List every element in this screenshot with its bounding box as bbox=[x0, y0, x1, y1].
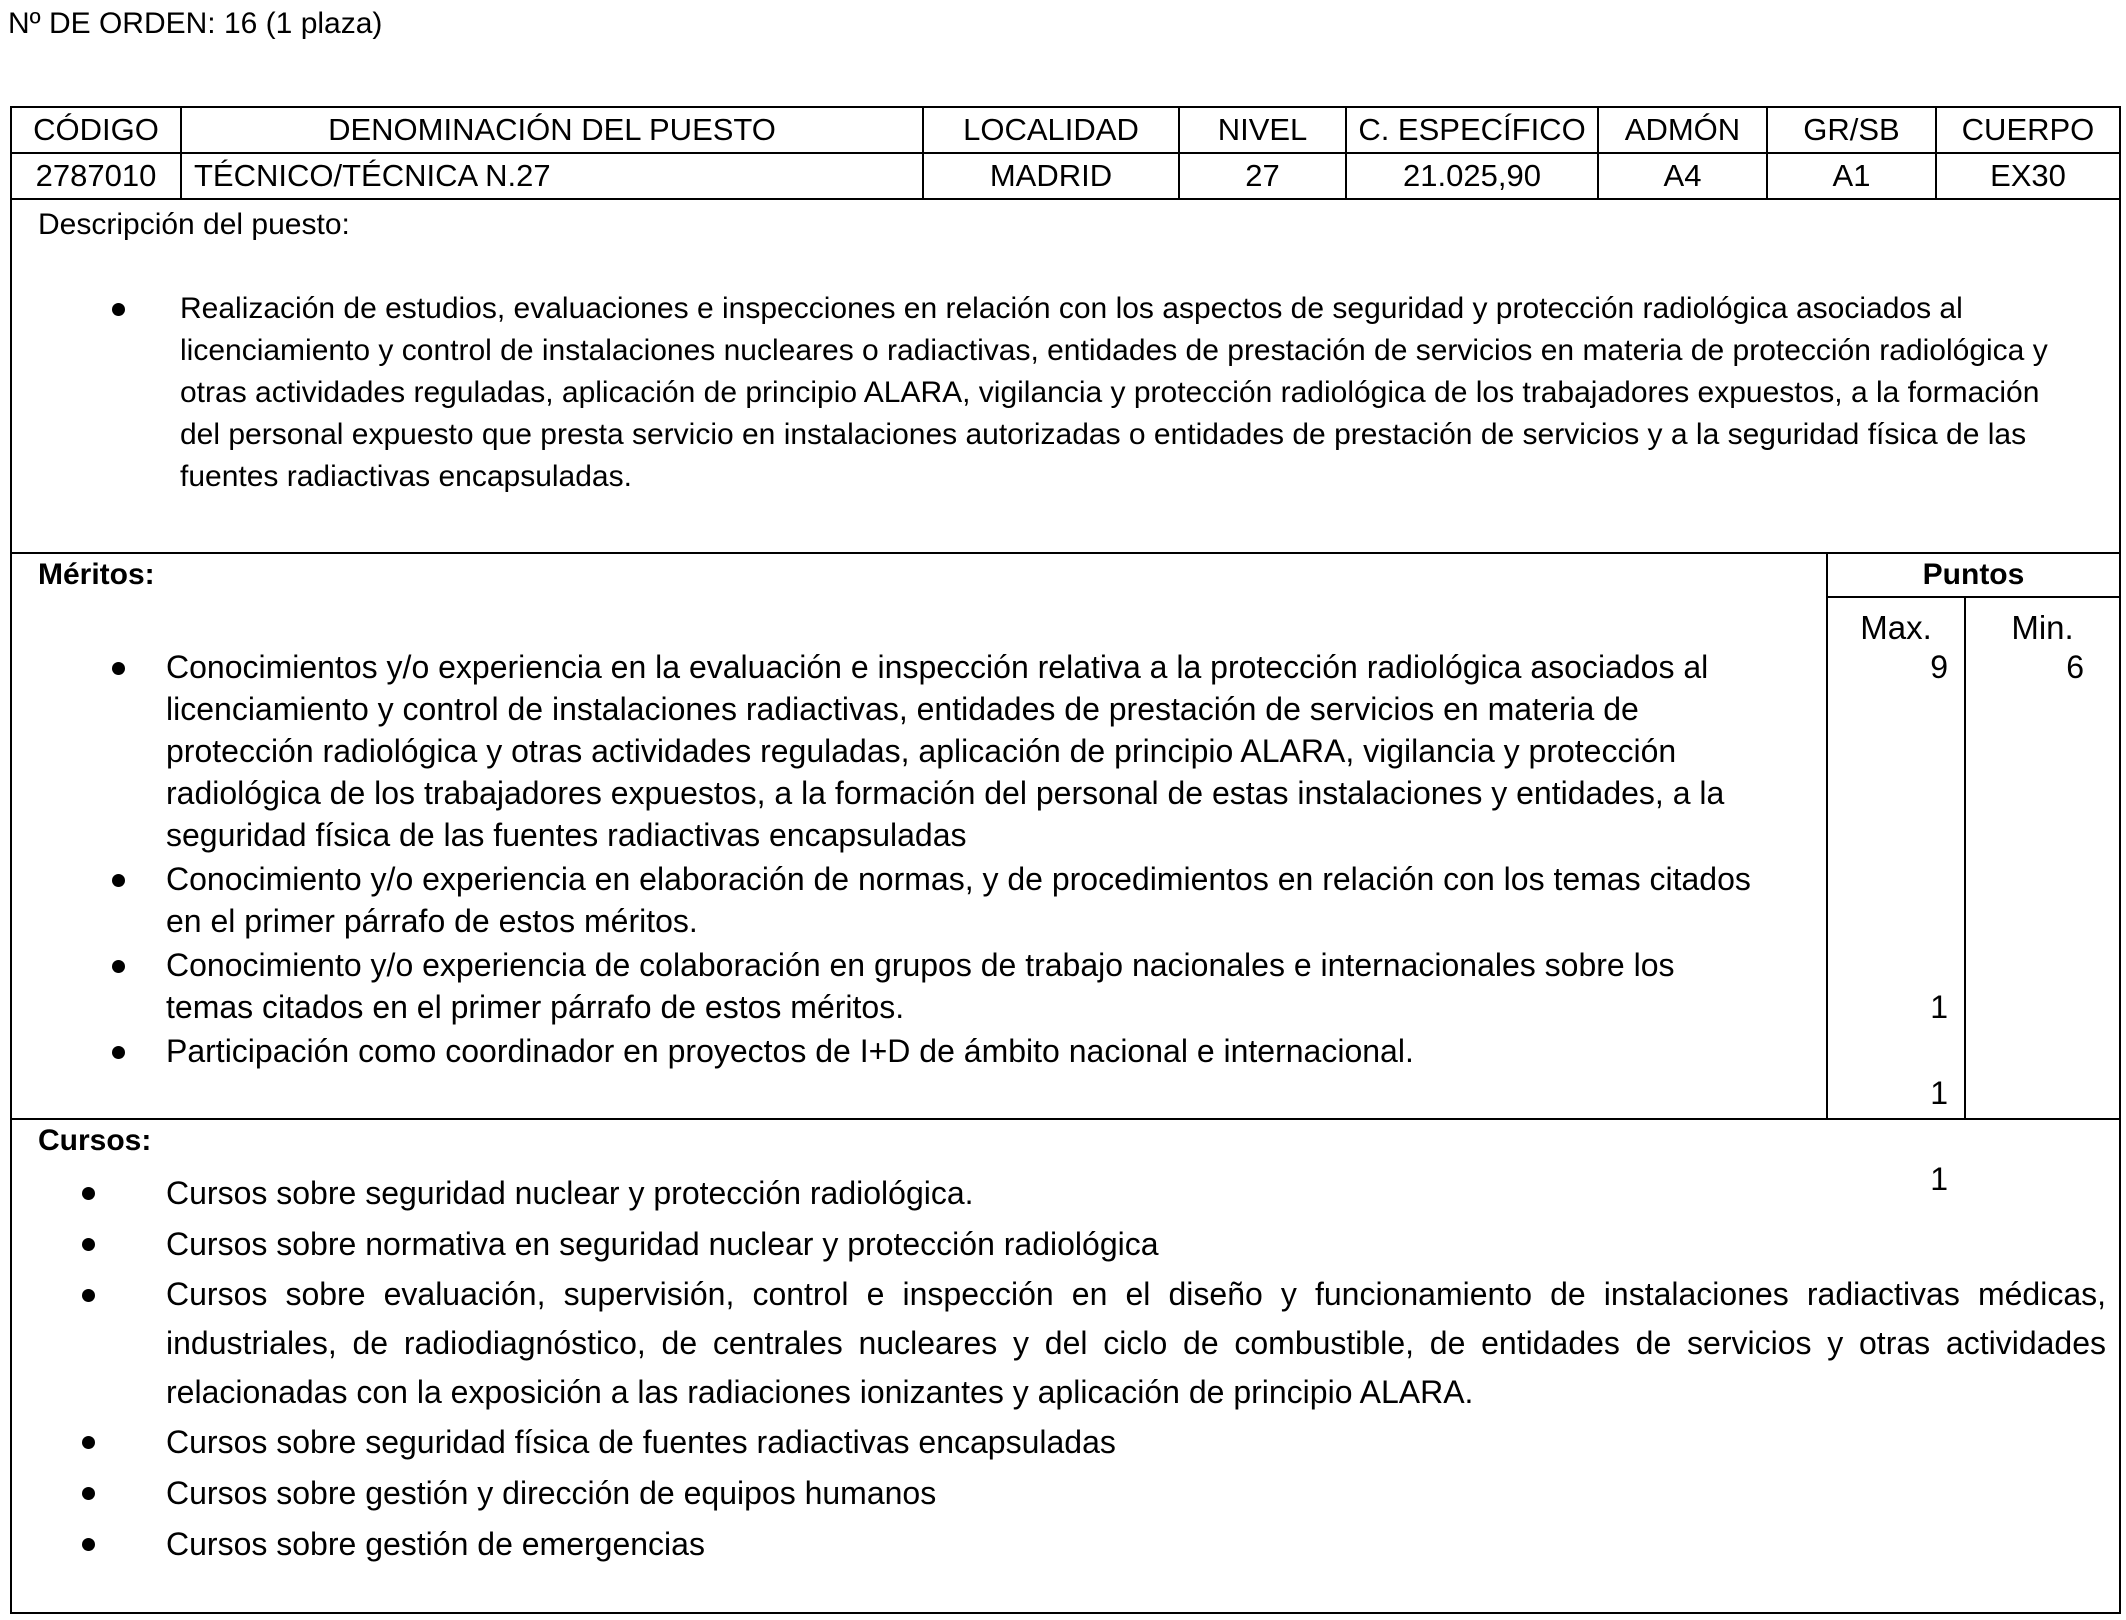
job-posting-sheet bbox=[10, 106, 2121, 1614]
job-table-header-row bbox=[12, 108, 2119, 153]
header-gr-sb: GR/SB bbox=[1767, 108, 1936, 153]
header-cuerpo: CUERPO bbox=[1936, 108, 2119, 153]
cell-c-especifico: 21.025,90 bbox=[1346, 153, 1598, 199]
bullet-icon bbox=[82, 1487, 95, 1500]
course-item bbox=[166, 1270, 2106, 1417]
courses-label: Cursos: bbox=[38, 1124, 152, 1157]
bullet-icon bbox=[82, 1289, 95, 1302]
order-number-title: Nº DE ORDEN: 16 (1 plaza) bbox=[8, 7, 383, 40]
merits-label: Méritos: bbox=[38, 558, 155, 591]
course-item bbox=[166, 1468, 2106, 1519]
points-header: Puntos bbox=[1922, 558, 2025, 591]
cell-codigo: 2787010 bbox=[12, 153, 181, 199]
merit-item-text: Conocimiento y/o experiencia en elaboración de normas, y de procedimientos en relación con los temas citados en el primer párrafo de estos méritos. bbox=[166, 861, 1751, 939]
merit-item bbox=[166, 1030, 1766, 1072]
course-item-text: Cursos sobre gestión y dirección de equipos humanos bbox=[166, 1475, 937, 1511]
bullet-icon bbox=[82, 1538, 95, 1551]
job-table-data-row bbox=[12, 153, 2119, 199]
course-item bbox=[166, 1417, 2106, 1468]
header-localidad: LOCALIDAD bbox=[923, 108, 1179, 153]
bullet-icon bbox=[112, 1046, 125, 1059]
description-label: Descripción del puesto: bbox=[38, 208, 350, 241]
max-header: Max. bbox=[1860, 609, 1932, 646]
bullet-icon bbox=[112, 874, 125, 887]
bullet-icon bbox=[82, 1238, 95, 1251]
merit-item bbox=[166, 944, 1766, 1028]
cell-admon: A4 bbox=[1598, 153, 1767, 199]
cell-gr-sb: A1 bbox=[1767, 153, 1936, 199]
cell-nivel: 27 bbox=[1179, 153, 1346, 199]
bullet-icon bbox=[112, 303, 125, 316]
header-codigo: CÓDIGO bbox=[12, 108, 181, 153]
max-total-value: 9 bbox=[1930, 649, 1948, 685]
description-list bbox=[180, 288, 2060, 498]
description-section bbox=[12, 202, 2119, 554]
merit-item bbox=[166, 858, 1766, 942]
merit-points-value: 1 bbox=[1930, 989, 1948, 1025]
merits-list bbox=[166, 646, 1766, 1074]
header-admon: ADMÓN bbox=[1598, 108, 1767, 153]
cell-denominacion: TÉCNICO/TÉCNICA N.27 bbox=[181, 153, 923, 199]
cell-localidad: MADRID bbox=[923, 153, 1179, 199]
course-item-text: Cursos sobre gestión de emergencias bbox=[166, 1526, 705, 1562]
course-item-text: Cursos sobre seguridad nuclear y protección radiológica. bbox=[166, 1175, 974, 1211]
description-item bbox=[180, 288, 2060, 498]
points-header-divider bbox=[1826, 596, 2119, 598]
cell-cuerpo: EX30 bbox=[1936, 153, 2119, 199]
merit-item-text: Conocimiento y/o experiencia de colaboración en grupos de trabajo nacionales e internacionales sobre los temas citados en el primer párrafo de estos méritos. bbox=[166, 947, 1675, 1025]
course-item bbox=[166, 1219, 2106, 1270]
merit-item bbox=[166, 646, 1766, 856]
min-total-value: 6 bbox=[2066, 649, 2084, 685]
merit-item-text: Participación como coordinador en proyectos de I+D de ámbito nacional e internacional. bbox=[166, 1033, 1414, 1069]
header-nivel: NIVEL bbox=[1179, 108, 1346, 153]
job-summary-table bbox=[12, 108, 2119, 200]
min-header: Min. bbox=[2011, 609, 2074, 646]
courses-section bbox=[12, 1120, 2119, 1612]
header-denominacion: DENOMINACIÓN DEL PUESTO bbox=[181, 108, 923, 153]
bullet-icon bbox=[112, 960, 125, 973]
merit-points-value: 1 bbox=[1930, 1075, 1948, 1111]
bullet-icon bbox=[82, 1187, 95, 1200]
course-item-text: Cursos sobre evaluación, supervisión, control e inspección en el diseño y funcionamiento de instalaciones radiactivas médicas, industriales, de radiodiagnóstico, de centrales nucleares y del ciclo de combustible, de entidades de servicios y otras actividades relacionadas con la exposición a las radiaciones ionizantes y aplicación de principio ALARA. bbox=[166, 1276, 2106, 1410]
course-item bbox=[166, 1519, 2106, 1570]
merit-item-text: Conocimientos y/o experiencia en la evaluación e inspección relativa a la protección radiológica asociados al licenciamiento y control de instalaciones radiactivas, entidades de prestación de servicios en materia de protección radiológica y otras actividades reguladas, aplicación de principio ALARA, vigilancia y protección radiológica de los trabajadores expuestos, a la formación del personal de estas instalaciones y entidades, a la seguridad física de las fuentes radiactivas encapsuladas bbox=[166, 649, 1725, 853]
header-c-especifico: C. ESPECÍFICO bbox=[1346, 108, 1598, 153]
course-item-text: Cursos sobre seguridad física de fuentes radiactivas encapsuladas bbox=[166, 1424, 1116, 1460]
description-item-text: Realización de estudios, evaluaciones e inspecciones en relación con los aspectos de seguridad y protección radiológica asociados al licenciamiento y control de instalaciones nucleares o radiactivas, entidades de prestación de servicios en materia de protección radiológica y otras actividades reguladas, aplicación de principio ALARA, vigilancia y protección radiológica de los trabajadores expuestos, a la formación del personal expuesto que presta servicio en instalaciones autorizadas o entidades de prestación de servicios y a la seguridad física de las fuentes radiactivas encapsuladas. bbox=[180, 292, 2048, 493]
course-item-text: Cursos sobre normativa en seguridad nuclear y protección radiológica bbox=[166, 1226, 1159, 1262]
merit-points-value: 1 bbox=[1930, 1161, 1948, 1197]
courses-list bbox=[166, 1168, 2106, 1570]
bullet-icon bbox=[82, 1436, 95, 1449]
course-item bbox=[166, 1168, 2106, 1219]
bullet-icon bbox=[112, 662, 125, 675]
